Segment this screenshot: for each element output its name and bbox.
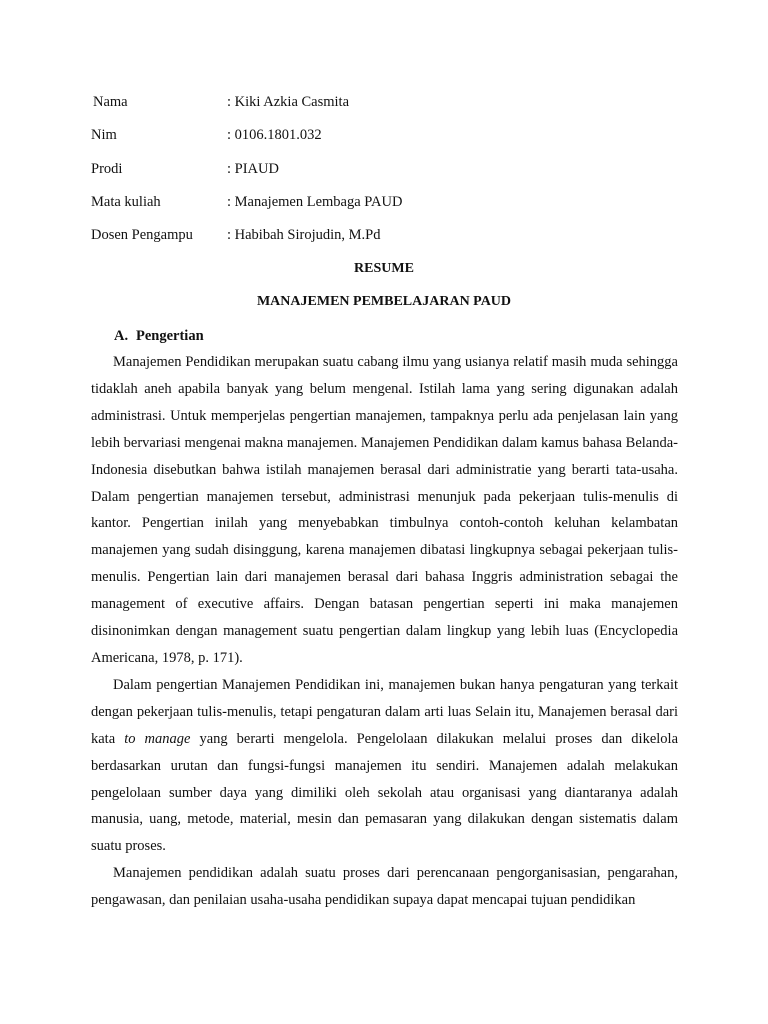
paragraph [91, 672, 678, 860]
section-number: A. [114, 328, 129, 344]
info-label: Dosen Pengampu [91, 227, 193, 244]
document-subtitle: MANAJEMEN PEMBELAJARAN PAUD [256, 294, 512, 309]
info-value: : PIAUD [227, 160, 279, 177]
info-row-mata-kuliah [91, 192, 691, 225]
info-row-prodi [91, 159, 691, 192]
info-value: : Manajemen Lembaga PAUD [227, 193, 403, 210]
paragraph: Manajemen pendidikan adalah suatu proses dari perencanaan pengorganisasian, pengarahan, pengawasan, dan penilaian usaha-usaha pendidikan supaya dapat mencapai tujuan pendidikan [91, 865, 678, 909]
info-label: Mata kuliah [91, 193, 161, 210]
document-title: RESUME [354, 261, 414, 276]
info-value: : Habibah Sirojudin, M.Pd [227, 227, 381, 244]
paragraph-text: Dalam pengertian Manajemen Pendidikan ini, manajemen bukan hanya pengaturan yang terkait dengan pekerjaan tulis-menulis, tetapi pengaturan dalam arti luas Selain itu, Manajemen berasal dari kata [91, 676, 678, 747]
info-value: : 0106.1801.032 [227, 127, 322, 144]
info-row-dosen [91, 225, 691, 258]
italic-term: to manage [124, 730, 191, 747]
paragraph: Manajemen Pendidikan merupakan suatu cabang ilmu yang usianya relatif masih muda sehingga tidaklah aneh apabila banyak yang belum mengenal. Istilah lama yang sering digunakan adalah administrasi. Untuk memperjelas pengertian manajemen, tampaknya perlu ada penjelasan lain yang lebih bervariasi mengenai makna manajemen. Manajemen Pendidikan dalam kamus bahasa Belanda-Indonesia disebutkan bahwa istilah manajemen berasal dari administratie yang berarti tata-usaha. Dalam pengertian manajemen tersebut, administrasi menunjuk pada pekerjaan tulis-menulis di kantor. Pengertian inilah yang menyebabkan timbulnya contoh-contoh keluhan kelambatan manajemen yang sudah disinggung, karena manajemen dibatasi lingkupnya sebagai pekerjaan tulis-menulis. Pengertian lain dari manajemen berasal dari bahasa Inggris administration sebagai the management of executive affairs. Dengan batasan pengertian seperti ini maka manajemen disinonimkan dengan management suatu pengertian dalam lingkup yang lebih luas (Encyclopedia Americana, 1978, p. 171). [91, 354, 678, 666]
info-row-nim [91, 125, 691, 158]
info-value: : Kiki Azkia Casmita [227, 94, 350, 110]
info-label: Nama [93, 94, 128, 110]
paragraph-text: yang berarti mengelola. Pengelolaan dilakukan melalui proses dan dikelola berdasarkan urutan dan fungsi-fungsi manajemen itu sendiri. Manajemen adalah melakukan pengelolaan sumber daya yang dimiliki oleh sekolah atau organisasi yang diantaranya adalah manusia, uang, metode, material, mesin dan pemasaran yang dilakukan dengan sistematis dalam suatu proses. [91, 730, 679, 855]
section-title: Pengertian [136, 328, 204, 344]
info-label: Nim [91, 127, 117, 144]
info-label: Prodi [91, 160, 123, 177]
student-info [91, 92, 691, 258]
document-body [91, 349, 678, 914]
info-row-nama [91, 92, 691, 125]
section-heading [114, 326, 204, 346]
